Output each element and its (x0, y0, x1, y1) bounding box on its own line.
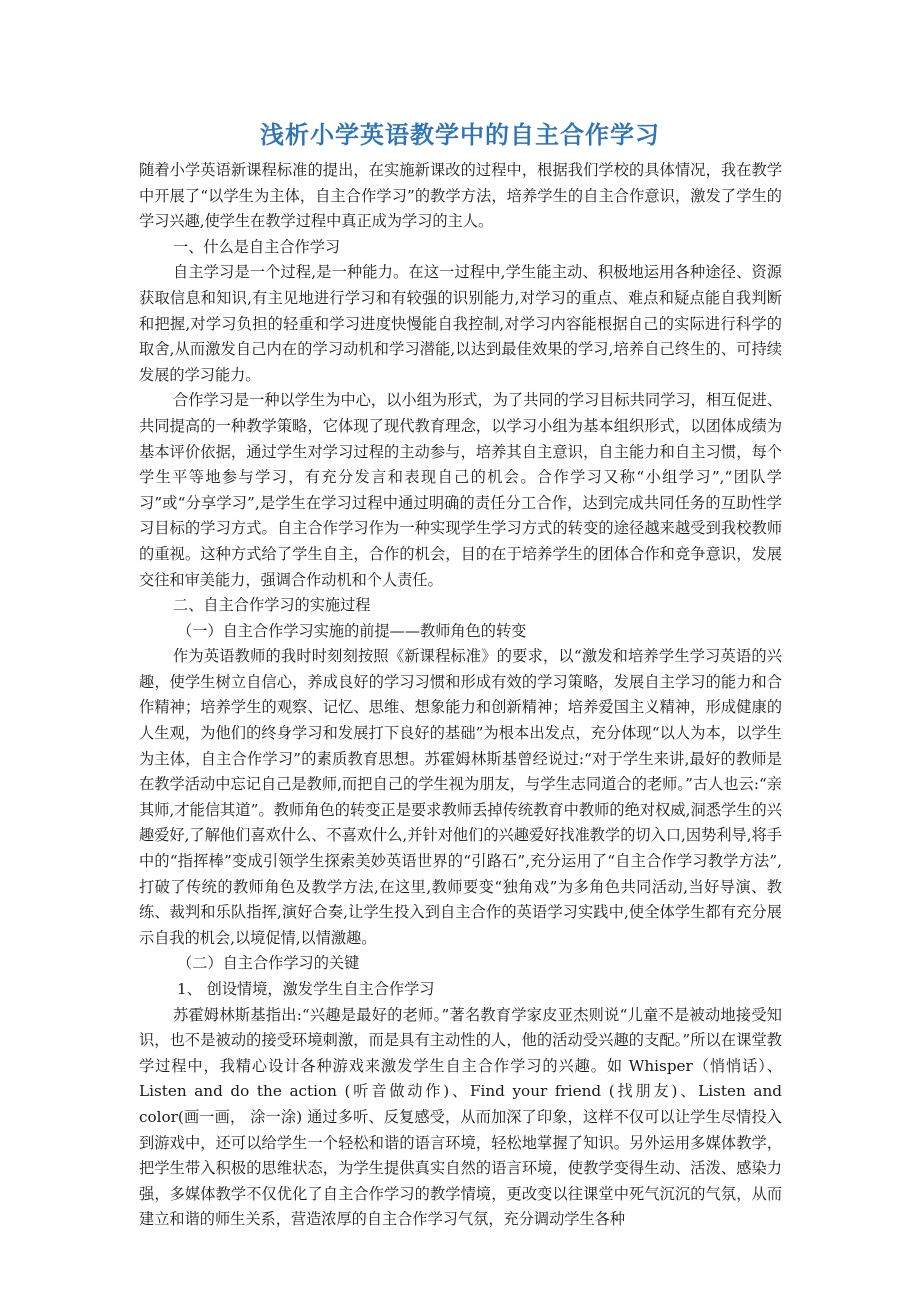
paragraph-teacher-role: 作为英语教师的我时时刻刻按照《新课程标准》的要求，以“激发和培养学生学习英语的兴趣，使学生树立自信心，养成良好的学习习惯和形成有效的学习策略，发展自主学习的能力和合作精神；培养学生的观察、记忆、思维、想象能力和创新精神；培养爱国主义精神，形成健康的人生观，为他们的终身学习和发展打下良好的基础”为根本出发点，充分体现“以人为本，以学生为主体，自主合作学习”的素质教育思想。苏霍姆林斯基曾经说过:“对于学生来讲,最好的教师是在教学活动中忘记自己是教师,而把自己的学生视为朋友，与学生志同道合的老师。”古人也云:“亲其师,才能信其道”。教师角色的转变正是要求教师丢掉传统教育中教师的绝对权威,洞悉学生的兴趣爱好,了解他们喜欢什么、不喜欢什么,并针对他们的兴趣爱好找准教学的切入口,因势利导,将手中的“指挥棒”变成引领学生探索美妙英语世界的“引路石”,充分运用了“自主合作学习教学方法”,打破了传统的教师角色及教学方法,在这里,教师要变“独角戏”为多角色共同活动,当好导演、教练、裁判和乐队指挥,演好合奏,让学生投入到自主合作的英语学习实践中,使全体学生都有充分展示自我的机会,以境促情,以情激趣。 (139, 647, 782, 947)
subsection-heading-2-2: （二）自主合作学习的关键 (177, 954, 360, 973)
subsection-heading-2-1: （一）自主合作学习实施的前提——教师角色的转变 (177, 621, 527, 640)
document-body (139, 158, 782, 1233)
section-heading-1: 一、什么是自主合作学习 (173, 237, 341, 256)
document-title: 浅析小学英语教学中的自主合作学习 (260, 121, 660, 149)
paragraph-cooperative-learning: 合作学习是一种以学生为中心，以小组为形式，为了共同的学习目标共同学习，相互促进、共同提高的一种教学策略，它体现了现代教育理念，以学习小组为基本组织形式，以团体成绩为基本评价依据，通过学生对学习过程的主动参与，培养其自主意识，自主能力和自主习惯，每个学生平等地参与学习，有充分发言和表现自己的机会。合作学习又称“小组学习”,“团队学习”或“分享学习”,是学生在学习过程中通过明确的责任分工合作，达到完成共同任务的互助性学习目标的学习方式。自主合作学习作为一种实现学生学习方式的转变的途径越来越受到我校教师的重视。这种方式给了学生自主，合作的机会，目的在于培养学生的团体合作和竞争意识，发展交往和审美能力，强调合作动机和个人责任。 (139, 391, 782, 589)
paragraph-self-learning: 自主学习是一个过程,是一种能力。在这一过程中,学生能主动、积极地运用各种途径、资源获取信息和知识,有主见地进行学习和有较强的识别能力,对学习的重点、难点和疑点能自我判断和把握,对学习负担的轻重和学习进度快慢能自我控制,对学习内容能根据自己的实际进行科学的取舍,从而激发自己内在的学习动机和学习潜能,以达到最佳效果的学习,培养自己终生的、可持续发展的学习能力。 (139, 263, 782, 384)
paragraph-create-situation: 苏霍姆林斯基指出:“兴趣是最好的老师。”著名教育学家皮亚杰则说“儿童不是被动地接受知识，也不是被动的接受环境刺激，而是具有主动性的人，他的活动受兴趣的支配。”所以在课堂教学过程中，我精心设计各种游戏来激发学生自主合作学习的兴趣。如 Whisper（悄悄话）、Listen and do the action (听音做动作)、Find your friend (找朋友)、Listen and color(画一画， 涂一涂) 通过多听、反复感受，从而加深了印象，这样不仅可以让学生尽情投入到游戏中，还可以给学生一个轻松和谐的语言环境，轻松地掌握了知识。另外运用多媒体教学，把学生带入积极的思维状态，为学生提供真实自然的语言环境，使教学变得生动、活泼、感染力强，多媒体教学不仅优化了自主合作学习的教学情境，更改变以往课堂中死气沉沉的气氛，从而建立和谐的师生关系，营造浓厚的自主合作学习气氛，充分调动学生各种 (139, 1005, 782, 1229)
subsection-heading-2-2-1: 1、 创设情境，激发学生自主合作学习 (177, 980, 435, 998)
section-heading-2: 二、自主合作学习的实施过程 (173, 596, 371, 615)
intro-paragraph: 随着小学英语新课程标准的提出，在实施新课改的过程中，根据我们学校的具体情况，我在教学中开展了“以学生为主体，自主合作学习”的教学方法，培养学生的自主合作意识，激发了学生的学习兴趣,使学生在教学过程中真正成为学习的主人。 (139, 161, 782, 231)
